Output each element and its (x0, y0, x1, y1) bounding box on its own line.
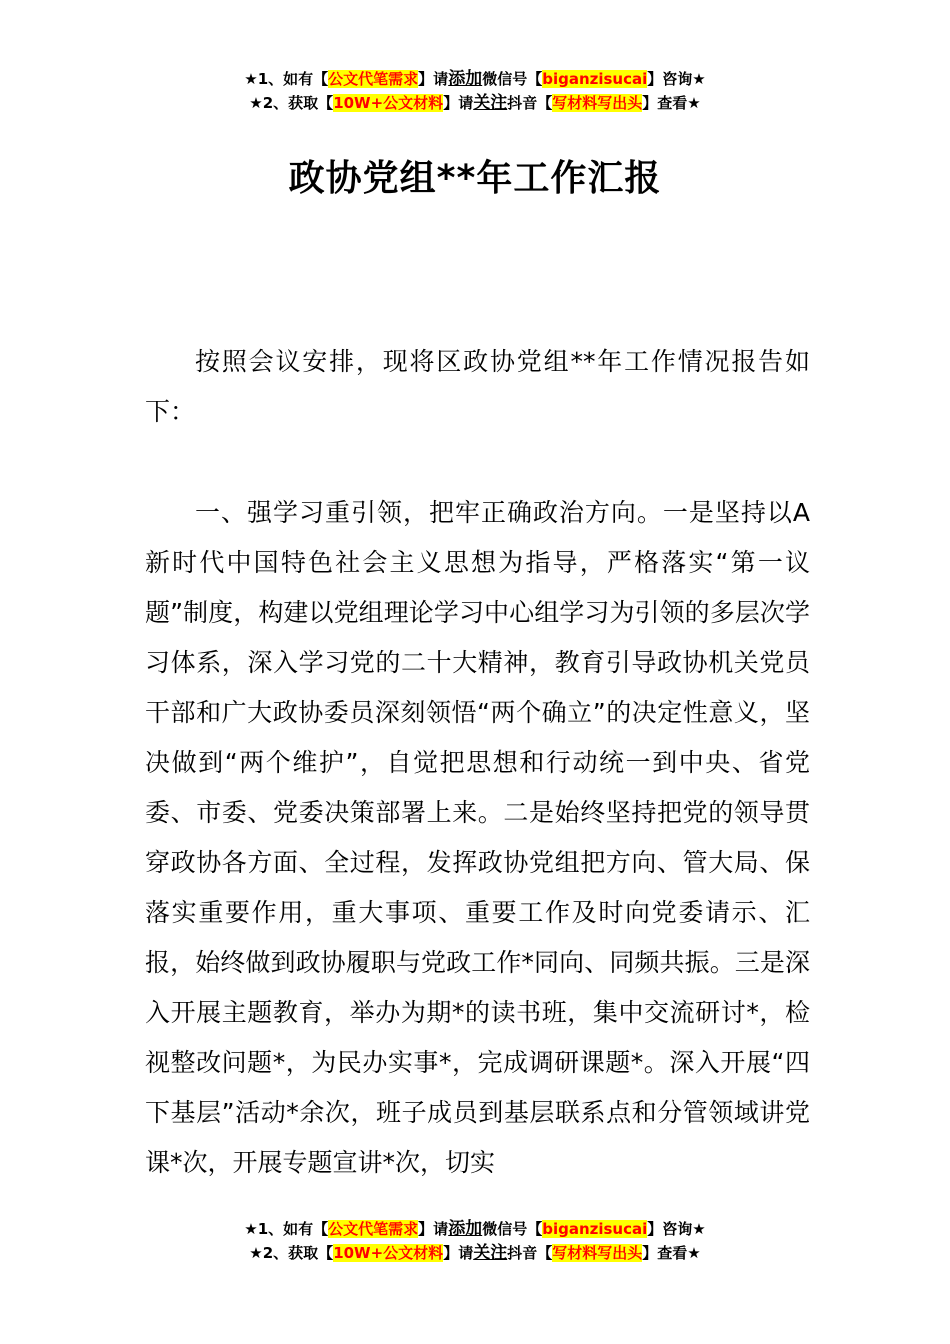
highlight-materials: 10W+公文材料 (333, 1244, 444, 1262)
emphasis-add: 添加 (448, 69, 483, 89)
highlight-douyin: 写材料写出头 (552, 94, 643, 112)
highlight-wechat-id: biganzisucai (542, 1220, 648, 1238)
highlight-service: 公文代笔需求 (328, 70, 419, 88)
promo-line-2: ★2、获取【10W+公文材料】请关注抖音【写材料写出头】查看★ (249, 93, 701, 113)
document-title: 政协党组**年工作汇报 (288, 158, 662, 199)
highlight-service: 公文代笔需求 (328, 1220, 419, 1238)
emphasis-follow: 关注 (473, 93, 508, 113)
paragraph-section-1: 一、强学习重引领，把牢正确政治方向。一是坚持以A新时代中国特色社会主义思想为指导，严格落实“第一议题”制度，构建以党组理论学习中心组学习为引领的多层次学习体系，深入学习党的二十大精神，教育引导政协机关党员干部和广大政协委员深刻领悟“两个确立”的决定性意义，坚决做到“两个维护”，自觉把思想和行动统一到中央、省党委、市委、党委决策部署上来。二是始终坚持把党的领导贯穿政协各方面、全过程，发挥政协党组把方向、管大局、保落实重要作用，重大事项、重要工作及时向党委请示、汇报，始终做到政协履职与党政工作*同向、同频共振。三是深入开展主题教育，举办为期*的读书班，集中交流研讨*，检视整改问题*，为民办实事*，完成调研课题*。深入开展“四下基层”活动*余次，班子成员到基层联系点和分管领域讲党课*次，开展专题宣讲*次，切实 (145, 498, 810, 1177)
promo-banner-bottom (0, 1217, 950, 1265)
promo-line-1: ★1、如有【公文代笔需求】请添加微信号【biganzisucai】咨询★ (244, 1219, 706, 1239)
highlight-wechat-id: biganzisucai (542, 70, 648, 88)
emphasis-follow: 关注 (473, 1243, 508, 1263)
highlight-materials: 10W+公文材料 (333, 94, 444, 112)
promo-line-1: ★1、如有【公文代笔需求】请添加微信号【biganzisucai】咨询★ (244, 69, 706, 89)
promo-line-2: ★2、获取【10W+公文材料】请关注抖音【写材料写出头】查看★ (249, 1243, 701, 1263)
paragraph-intro: 按照会议安排，现将区政协党组**年工作情况报告如下： (145, 347, 810, 426)
emphasis-add: 添加 (448, 1219, 483, 1239)
promo-banner-top (0, 67, 950, 115)
highlight-douyin: 写材料写出头 (552, 1244, 643, 1262)
